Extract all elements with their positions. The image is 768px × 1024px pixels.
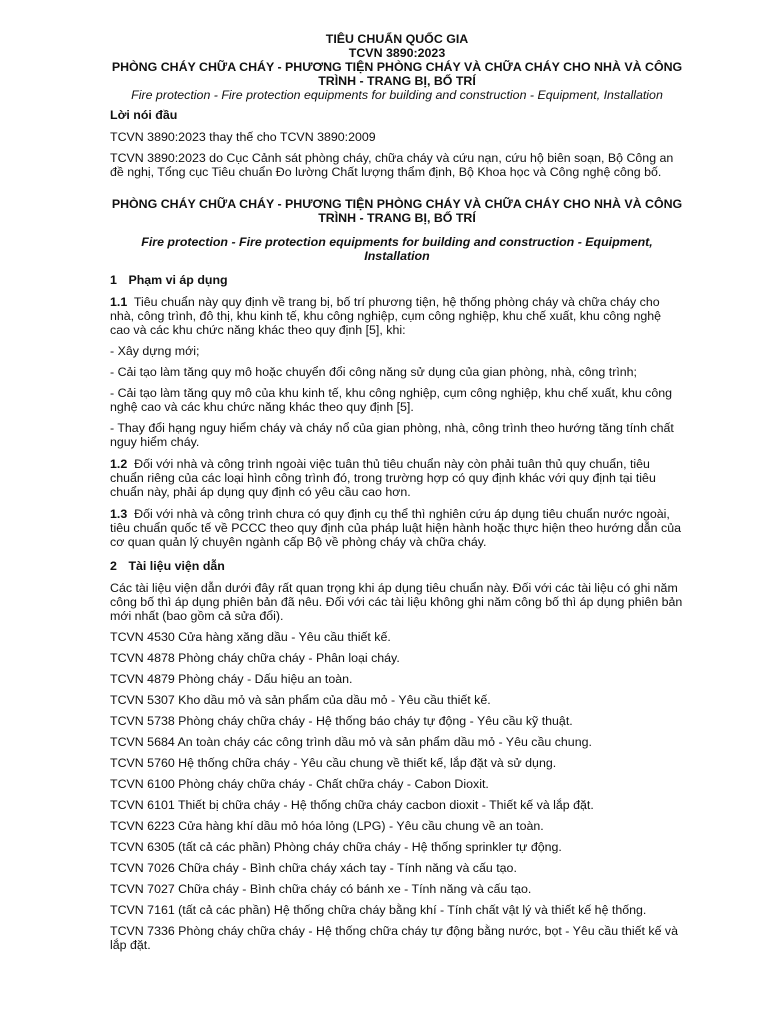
foreword-heading: Lời nói đầu — [110, 108, 178, 122]
clause-text: Đối với nhà và công trình ngoài việc tuân thủ tiêu chuẩn này còn phải tuân thủ quy chuẩn, tiêu chuẩn riêng của các loại hình công trình đó, trong trường hợp có quy định khác với quy định tại tiêu chuẩn này, phải áp dụng quy định có yêu cầu cao hơn. — [110, 457, 656, 499]
reference-item: TCVN 7161 (tất cả các phần) Hệ thống chữa cháy bằng khí - Tính chất vật lý và thiết kế hệ thống. — [110, 903, 647, 917]
list-item: - Cải tạo làm tăng quy mô của khu kinh tế, khu công nghiệp, cụm công nghiệp, khu chế xuất, khu công nghệ cao và các khu chức năng khác theo quy định [5]. — [110, 386, 673, 414]
standard-code: TCVN 3890:2023 — [348, 46, 446, 60]
reference-item: TCVN 5307 Kho dầu mỏ và sản phẩm của dầu mỏ - Yêu cầu thiết kế. — [110, 693, 491, 707]
body-title-vn: PHÒNG CHÁY CHỮA CHÁY - PHƯƠNG TIỆN PHÒNG CHÁY VÀ CHỮA CHÁY CHO NHÀ VÀ CÔNG TRÌNH - TRANG BỊ, BỐ TRÍ — [111, 197, 683, 225]
document-header — [110, 32, 684, 102]
clause — [110, 507, 684, 549]
body-title-en: Fire protection - Fire protection equipments for building and construction - Equipment, Installation — [141, 235, 653, 263]
reference-item: TCVN 7027 Chữa cháy - Bình chữa cháy có bánh xe - Tính năng và cấu tạo. — [110, 882, 532, 896]
reference-item: TCVN 4878 Phòng cháy chữa cháy - Phân loại cháy. — [110, 651, 400, 665]
standard-type: TIÊU CHUẨN QUỐC GIA — [325, 32, 469, 46]
foreword-paragraph: TCVN 3890:2023 do Cục Cảnh sát phòng cháy, chữa cháy và cứu nạn, cứu hộ biên soạn, Bộ Công an đề nghị, Tổng cục Tiêu chuẩn Đo lường Chất lượng thẩm định, Bộ Khoa học và Công nghệ công bố. — [110, 151, 674, 179]
section-title: Tài liệu viện dẫn — [128, 559, 225, 573]
section-title: Phạm vi áp dụng — [128, 273, 228, 287]
section-heading — [110, 273, 684, 287]
list-item: - Cải tạo làm tăng quy mô hoặc chuyển đổi công năng sử dụng của gian phòng, nhà, công trình; — [110, 365, 637, 379]
clause-number: 1.3 — [110, 507, 128, 521]
reference-item: TCVN 5684 An toàn cháy các công trình dầu mỏ và sản phẩm dầu mỏ - Yêu cầu chung. — [110, 735, 592, 749]
section-number: 1 — [110, 273, 117, 287]
clause-number: 1.2 — [110, 457, 128, 471]
reference-item: TCVN 6223 Cửa hàng khí dầu mỏ hóa lỏng (LPG) - Yêu cầu chung về an toàn. — [110, 819, 544, 833]
clause-text: Đối với nhà và công trình chưa có quy định cụ thể thì nghiên cứu áp dụng tiêu chuẩn nước ngoài, tiêu chuẩn quốc tế về PCCC theo quy định của pháp luật hiện hành hoặc thực hiện theo hướng dẫn của cơ quan quản lý chuyên ngành cấp Bộ về phòng cháy và chữa cháy. — [110, 507, 681, 549]
clause — [110, 295, 684, 337]
reference-item: TCVN 7026 Chữa cháy - Bình chữa cháy xách tay - Tính năng và cấu tạo. — [110, 861, 517, 875]
standard-title: PHÒNG CHÁY CHỮA CHÁY - PHƯƠNG TIỆN PHÒNG CHÁY VÀ CHỮA CHÁY CHO NHÀ VÀ CÔNG TRÌNH - TRANG BỊ, BỐ TRÍ — [111, 60, 683, 88]
reference-item: TCVN 4879 Phòng cháy - Dấu hiệu an toàn. — [110, 672, 353, 686]
section-number: 2 — [110, 559, 117, 573]
reference-item: TCVN 6101 Thiết bị chữa cháy - Hệ thống chữa cháy cacbon dioxit - Thiết kế và lắp đặt. — [110, 798, 594, 812]
reference-item: TCVN 5760 Hệ thống chữa cháy - Yêu cầu chung về thiết kế, lắp đặt và sử dụng. — [110, 756, 557, 770]
standard-title-english: Fire protection - Fire protection equipments for building and construction - Equipment, Installation — [131, 88, 663, 102]
reference-list — [110, 630, 684, 952]
list-item: - Thay đổi hạng nguy hiểm cháy và cháy nổ của gian phòng, nhà, công trình theo hướng tăng tính chất nguy hiểm cháy. — [110, 421, 674, 449]
reference-item: TCVN 5738 Phòng cháy chữa cháy - Hệ thống báo cháy tự động - Yêu cầu kỹ thuật. — [110, 714, 573, 728]
section-heading — [110, 559, 684, 573]
clause-number: 1.1 — [110, 295, 128, 309]
foreword-paragraph: TCVN 3890:2023 thay thế cho TCVN 3890:2009 — [110, 130, 376, 144]
clause — [110, 457, 684, 499]
clause-text: Tiêu chuẩn này quy định về trang bị, bố trí phương tiện, hệ thống phòng cháy và chữa cháy cho nhà, công trình, đô thị, khu kinh tế, khu công nghiệp, cụm công nghiệp, khu chế xuất, khu công nghệ cao và các khu chức năng khác theo quy định [5], khi: — [110, 295, 662, 337]
body-title — [110, 197, 684, 263]
references-intro: Các tài liệu viện dẫn dưới đây rất quan trọng khi áp dụng tiêu chuẩn này. Đối với các tài liệu có ghi năm công bố thì áp dụng phiên bản đã nêu. Đối với các tài liệu không ghi năm công bố thì áp dụng phiên bản mới nhất (bao gồm cả sửa đổi). — [110, 581, 683, 623]
reference-item: TCVN 6305 (tất cả các phần) Phòng cháy chữa cháy - Hệ thống sprinkler tự động. — [110, 840, 562, 854]
reference-item: TCVN 4530 Cửa hàng xăng dầu - Yêu cầu thiết kế. — [110, 630, 391, 644]
reference-item: TCVN 7336 Phòng cháy chữa cháy - Hệ thống chữa cháy tự động bằng nước, bọt - Yêu cầu thiết kế và lắp đặt. — [110, 924, 679, 952]
reference-item: TCVN 6100 Phòng cháy chữa cháy - Chất chữa cháy - Cabon Dioxit. — [110, 777, 489, 791]
list-item: - Xây dựng mới; — [110, 344, 200, 358]
